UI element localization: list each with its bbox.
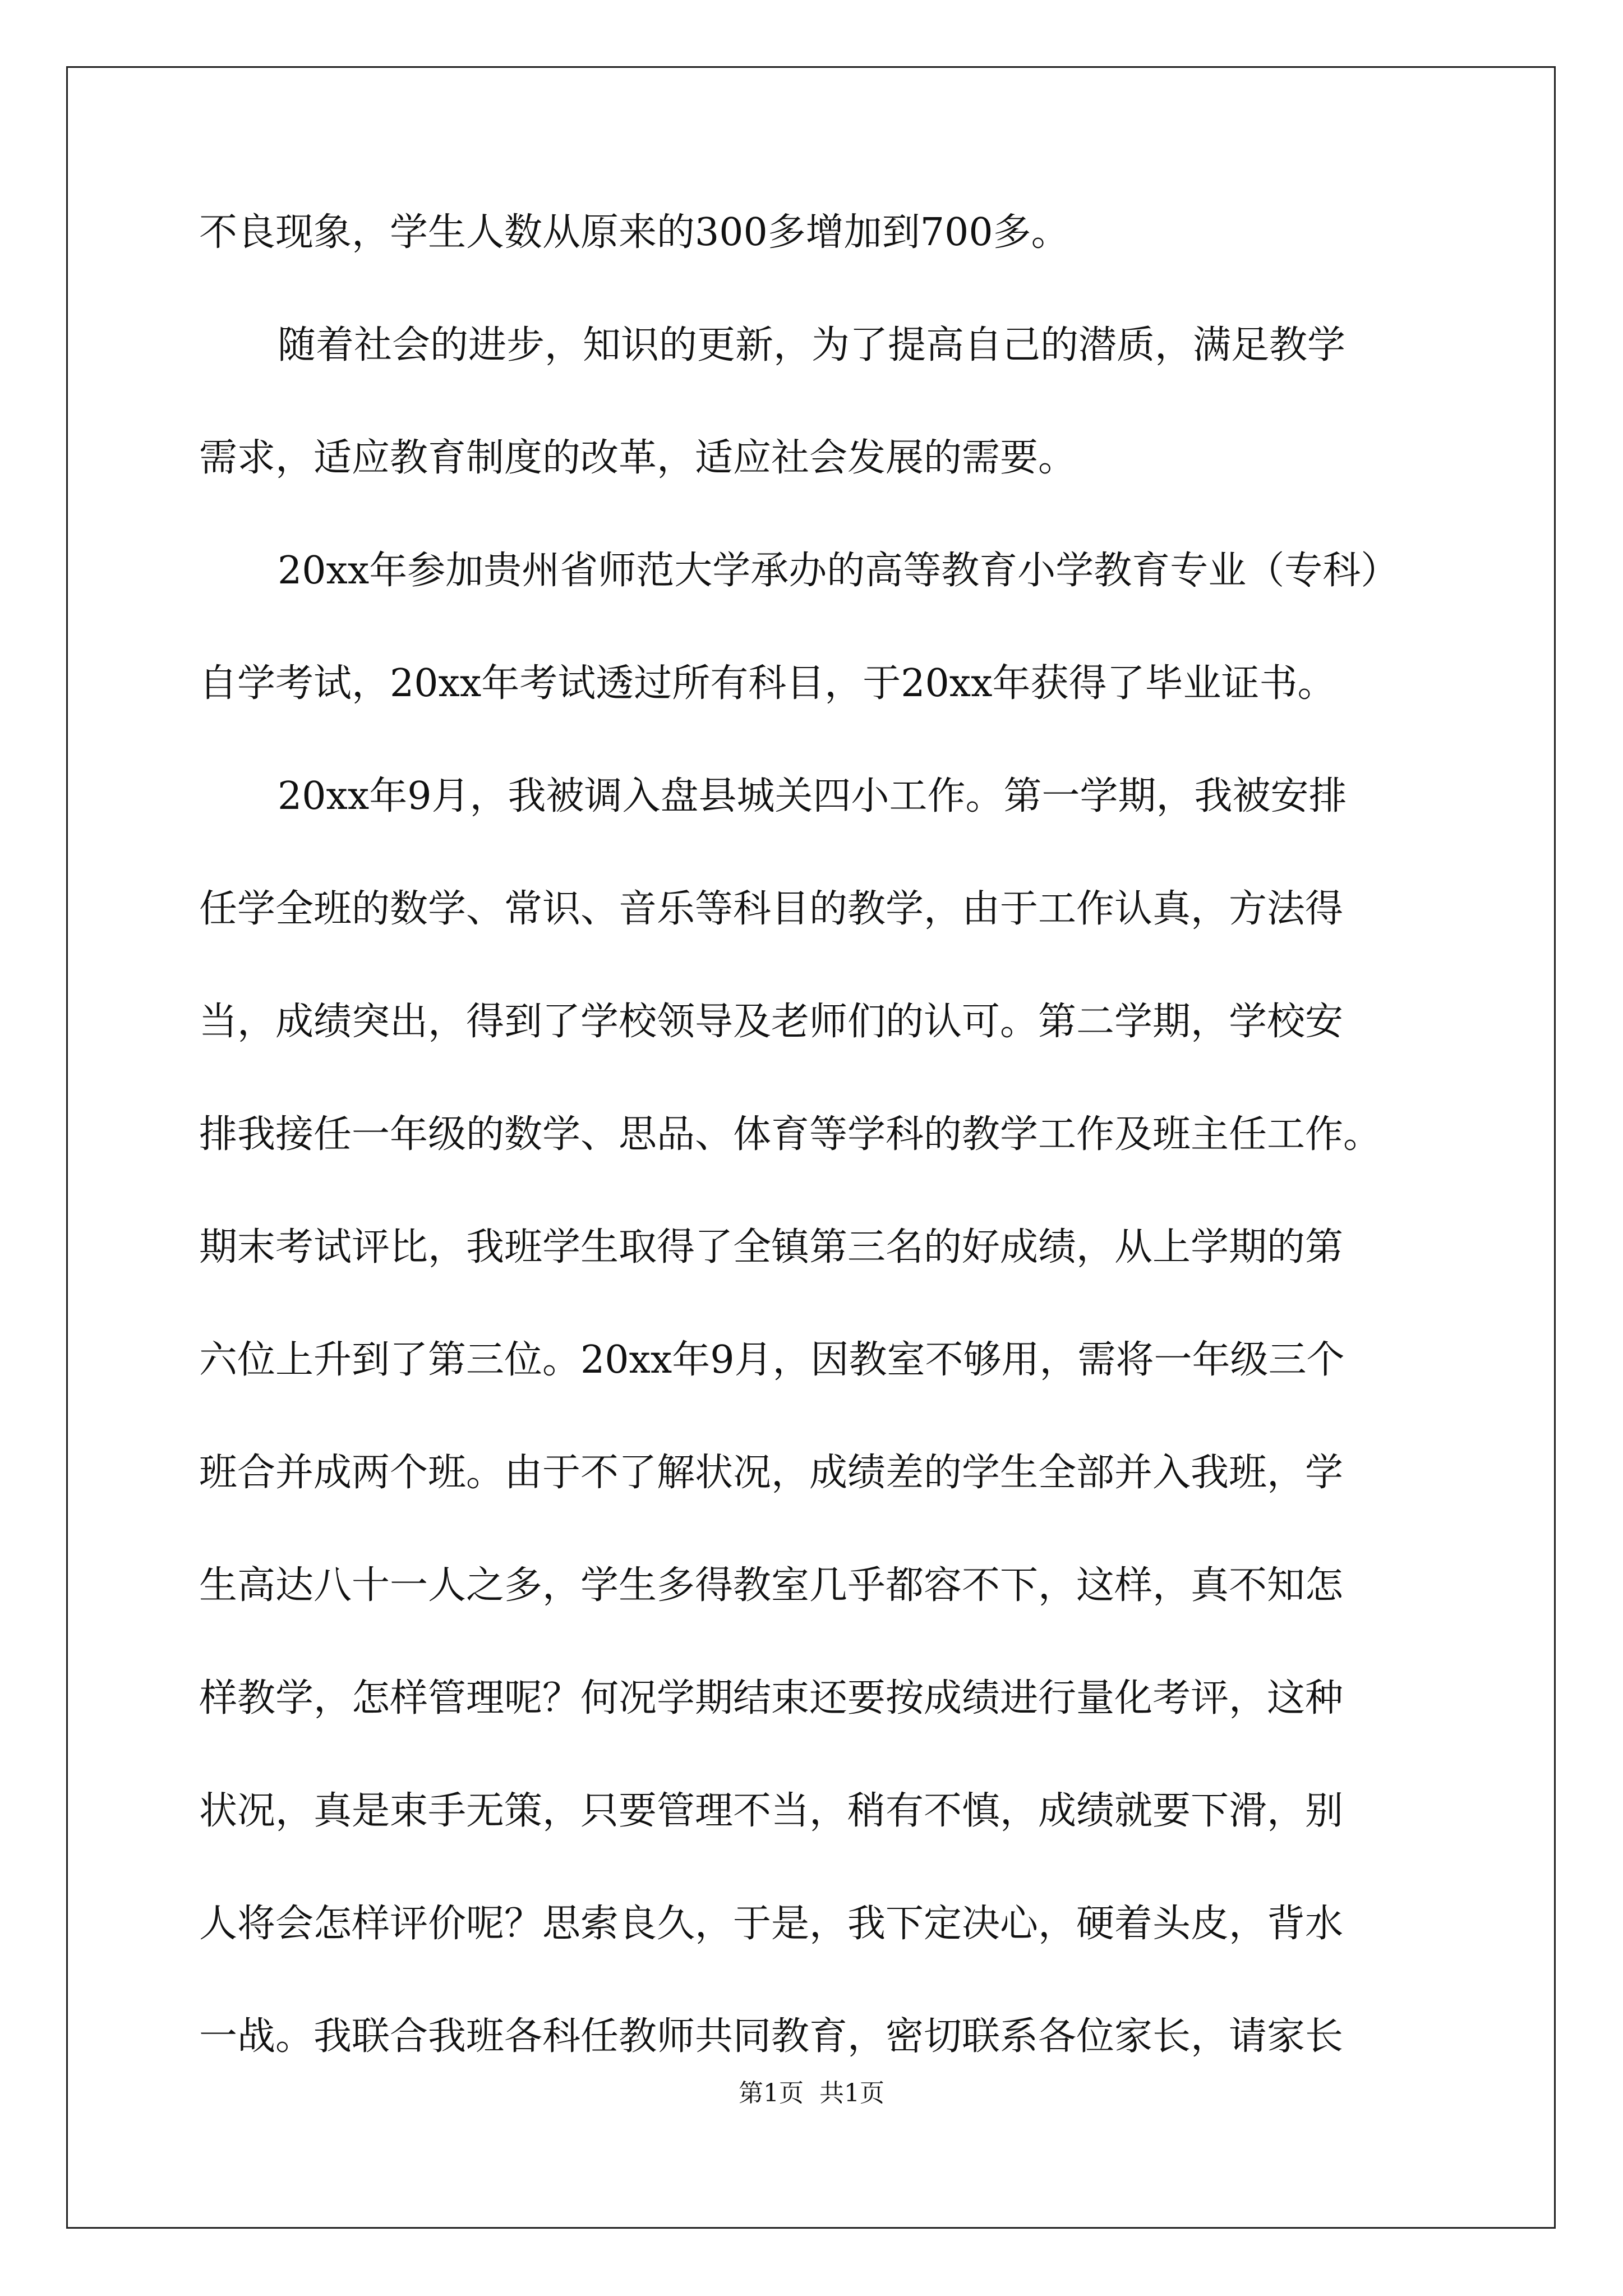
text-line: 一战。我联合我班各科任教师共同教育，密切联系各位家长，请家长 [199,2014,1344,2059]
text-line: 状况，真是束手无策，只要管理不当，稍有不慎，成绩就要下滑，别 [199,1789,1344,1833]
text-line: 需求，适应教育制度的改革，适应社会发展的需要。 [199,436,1077,480]
text-line: 样教学，怎样管理呢？何况学期结束还要按成绩进行量化考评，这种 [199,1676,1344,1720]
text-line: 排我接任一年级的数学、思品、体育等学科的教学工作及班主任工作。 [199,1112,1382,1157]
text-line: 当，成绩突出，得到了学校领导及老师们的认可。第二学期，学校安 [199,1000,1344,1044]
text-line: 六位上升到了第三位。20xx年9月，因教室不够用，需将一年级三个 [199,1338,1345,1382]
text-line: 自学考试，20xx年考试透过所有科目，于20xx年获得了毕业证书。 [199,661,1336,706]
text-line: 期末考试评比，我班学生取得了全镇第三名的好成绩，从上学期的第 [199,1225,1344,1269]
text-line: 班合并成两个班。由于不了解状况，成绩差的学生全部并入我班，学 [199,1451,1344,1495]
text-line: 人将会怎样评价呢？思索良久，于是，我下定决心，硬着头皮，背水 [199,1902,1344,1946]
text-line: 随着社会的进步，知识的更新，为了提高自己的潜质，满足教学 [278,323,1346,367]
text-line: 20xx年9月，我被调入盘县城关四小工作。第一学期，我被安排 [278,774,1347,818]
text-line: 20xx年参加贵州省师范大学承办的高等教育小学教育专业（专科） [278,549,1399,593]
text-line: 生高达八十一人之多，学生多得教室几乎都容不下，这样，真不知怎 [199,1563,1344,1608]
page-number: 第1页 [739,2079,804,2108]
document-body [199,202,1433,2119]
page-footer [0,2073,1623,2109]
text-line: 不良现象，学生人数从原来的300多增加到700多。 [199,210,1069,255]
text-line: 任学全班的数学、常识、音乐等科目的教学，由于工作认真，方法得 [199,887,1344,931]
page-total: 共1页 [819,2079,884,2108]
